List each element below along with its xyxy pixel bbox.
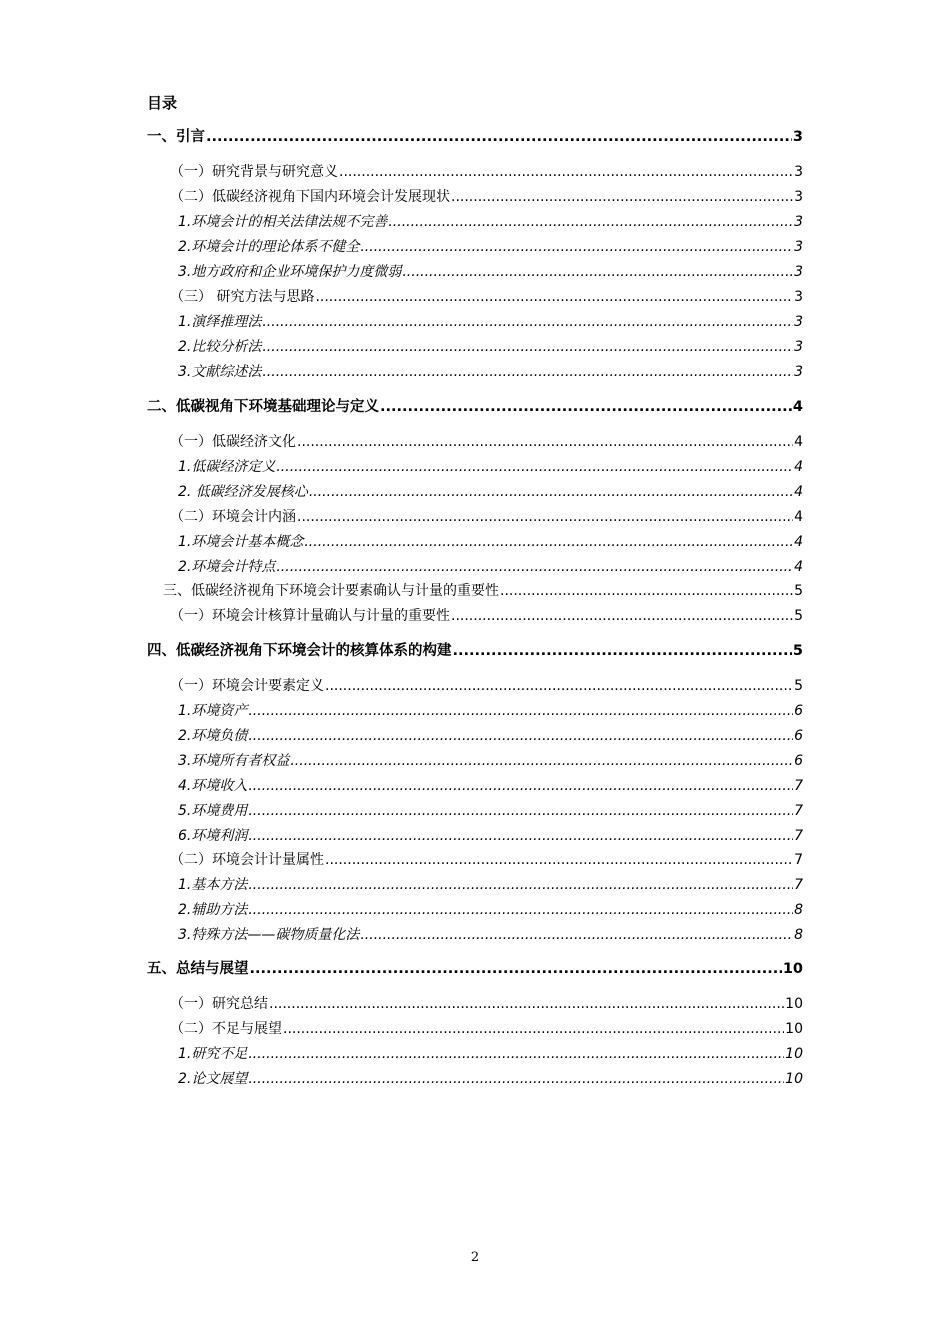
toc-entry-page: 3 bbox=[794, 314, 803, 330]
toc-entry-label: 三、低碳经济视角下环境会计要素确认与计量的重要性 bbox=[163, 583, 499, 599]
toc-entry[interactable] bbox=[147, 398, 803, 416]
toc-entry-label: （一）研究背景与研究意义 bbox=[170, 164, 338, 180]
toc-entry-page: 3 bbox=[794, 289, 803, 305]
toc-entry-page: 6 bbox=[794, 728, 803, 744]
toc-entry-label: 四、低碳经济视角下环境会计的核算体系的构建 bbox=[147, 643, 452, 659]
toc-leader-dots bbox=[451, 607, 793, 625]
page-number: 2 bbox=[470, 1250, 480, 1265]
toc-entry-page: 3 bbox=[794, 239, 803, 255]
toc-leader-dots bbox=[402, 263, 793, 281]
toc-entry[interactable] bbox=[163, 582, 803, 600]
toc-entry-page: 3 bbox=[794, 189, 803, 205]
toc-leader-dots bbox=[380, 398, 792, 416]
toc-entry-page: 6 bbox=[794, 703, 803, 719]
toc-entry[interactable] bbox=[170, 851, 803, 869]
toc-leader-dots bbox=[297, 433, 793, 451]
toc-entry[interactable] bbox=[178, 926, 803, 944]
toc-entry-label: （二）低碳经济视角下国内环境会计发展现状 bbox=[170, 189, 450, 205]
toc-leader-dots bbox=[309, 483, 793, 501]
toc-entry-page: 4 bbox=[792, 399, 803, 415]
toc-entry[interactable] bbox=[178, 702, 803, 720]
toc-leader-dots bbox=[339, 163, 793, 181]
toc-entry[interactable] bbox=[178, 558, 803, 576]
toc-entry-label: （二）环境会计内涵 bbox=[170, 509, 296, 525]
toc-leader-dots bbox=[500, 582, 793, 600]
toc-leader-dots bbox=[248, 827, 793, 845]
toc-entry-label: 1.基本方法 bbox=[178, 877, 248, 893]
toc-leader-dots bbox=[297, 508, 793, 526]
toc-leader-dots bbox=[248, 777, 793, 795]
toc-leader-dots bbox=[283, 1020, 784, 1038]
toc-leader-dots bbox=[388, 213, 793, 231]
toc-entry-page: 8 bbox=[794, 902, 803, 918]
toc-leader-dots bbox=[451, 188, 793, 206]
toc-entry-page: 10 bbox=[785, 1071, 803, 1087]
toc-entry[interactable] bbox=[178, 1045, 803, 1063]
toc-entry[interactable] bbox=[170, 163, 803, 181]
toc-leader-dots bbox=[262, 363, 793, 381]
toc-entry[interactable] bbox=[178, 213, 803, 231]
toc-leader-dots bbox=[248, 702, 793, 720]
toc-entry-label: 3.地方政府和企业环境保护力度微弱 bbox=[178, 264, 402, 280]
toc-entry[interactable] bbox=[170, 433, 803, 451]
toc-leader-dots bbox=[276, 458, 793, 476]
toc-entry[interactable] bbox=[147, 128, 803, 146]
toc-leader-dots bbox=[315, 288, 793, 306]
toc-entry-label: 4.环境收入 bbox=[178, 778, 248, 794]
toc-entry-page: 5 bbox=[794, 608, 803, 624]
toc-entry-label: （一）低碳经济文化 bbox=[170, 434, 296, 450]
toc-entry-label: （一）研究总结 bbox=[170, 996, 268, 1012]
toc-leader-dots bbox=[248, 1070, 784, 1088]
toc-entry-label: 2. 低碳经济发展核心 bbox=[178, 484, 308, 500]
toc-leader-dots bbox=[248, 1045, 784, 1063]
toc-entry-page: 3 bbox=[794, 264, 803, 280]
toc-entry[interactable] bbox=[178, 1070, 803, 1088]
toc-entry-page: 4 bbox=[794, 559, 803, 575]
toc-entry-label: 1.环境资产 bbox=[178, 703, 248, 719]
toc-entry-label: （一）环境会计核算计量确认与计量的重要性 bbox=[170, 608, 450, 624]
toc-entry-label: 3.环境所有者权益 bbox=[178, 753, 290, 769]
toc-entry-page: 4 bbox=[794, 484, 803, 500]
toc-entry[interactable] bbox=[178, 727, 803, 745]
toc-entry-label: 一、引言 bbox=[147, 129, 205, 145]
toc-entry[interactable] bbox=[178, 238, 803, 256]
toc-entry-page: 3 bbox=[794, 164, 803, 180]
toc-entry-label: 2.辅助方法 bbox=[178, 902, 248, 918]
toc-entry-label: 五、总结与展望 bbox=[147, 961, 249, 977]
toc-entry-label: （二）环境会计计量属性 bbox=[170, 852, 324, 868]
toc-entry-page: 7 bbox=[794, 803, 803, 819]
toc-entry-label: 1.研究不足 bbox=[178, 1046, 248, 1062]
toc-leader-dots bbox=[269, 995, 784, 1013]
toc-entry-label: （三） 研究方法与思路 bbox=[170, 289, 315, 305]
toc-leader-dots bbox=[325, 677, 793, 695]
toc-entry[interactable] bbox=[147, 960, 803, 978]
toc-entry[interactable] bbox=[147, 642, 803, 660]
toc-entry-page: 3 bbox=[794, 364, 803, 380]
toc-leader-dots bbox=[262, 313, 793, 331]
toc-entry-label: 2.环境会计的理论体系不健全 bbox=[178, 239, 360, 255]
toc-entry[interactable] bbox=[178, 777, 803, 795]
toc-entry-label: （二）不足与展望 bbox=[170, 1021, 282, 1037]
toc-entry-page: 6 bbox=[794, 753, 803, 769]
toc-entry-label: 2.比较分析法 bbox=[178, 339, 262, 355]
toc-leader-dots bbox=[248, 901, 793, 919]
toc-entry-page: 8 bbox=[794, 927, 803, 943]
toc-entry-label: 1.低碳经济定义 bbox=[178, 459, 276, 475]
toc-entry-page: 3 bbox=[794, 214, 803, 230]
toc-entry-label: 5.环境费用 bbox=[178, 803, 248, 819]
toc-entry-page: 4 bbox=[794, 509, 803, 525]
toc-leader-dots bbox=[248, 876, 793, 894]
toc-entry-label: 3.文献综述法 bbox=[178, 364, 262, 380]
toc-leader-dots bbox=[206, 128, 792, 146]
toc-leader-dots bbox=[325, 851, 793, 869]
toc-leader-dots bbox=[248, 802, 793, 820]
toc-entry-page: 4 bbox=[794, 534, 803, 550]
toc-entry[interactable] bbox=[170, 607, 803, 625]
toc-entry[interactable] bbox=[178, 458, 803, 476]
toc-entry[interactable] bbox=[178, 827, 803, 845]
toc-entry-page: 10 bbox=[785, 1021, 803, 1037]
toc-entry[interactable] bbox=[170, 288, 803, 306]
toc-entry[interactable] bbox=[178, 901, 803, 919]
toc-leader-dots bbox=[360, 238, 793, 256]
toc-entry-page: 4 bbox=[794, 459, 803, 475]
toc-title: 目录 bbox=[147, 94, 178, 112]
toc-entry[interactable] bbox=[170, 508, 803, 526]
toc-entry[interactable] bbox=[178, 338, 803, 356]
toc-entry[interactable] bbox=[170, 1020, 803, 1038]
toc-entry-page: 10 bbox=[785, 996, 803, 1012]
toc-entry[interactable] bbox=[170, 995, 803, 1013]
toc-entry-page: 5 bbox=[792, 643, 803, 659]
toc-entry[interactable] bbox=[178, 363, 803, 381]
toc-entry-page: 3 bbox=[794, 339, 803, 355]
toc-entry[interactable] bbox=[178, 483, 803, 501]
toc-entry-page: 10 bbox=[782, 961, 803, 977]
toc-entry[interactable] bbox=[170, 188, 803, 206]
toc-leader-dots bbox=[290, 752, 793, 770]
toc-entry[interactable] bbox=[178, 752, 803, 770]
toc-entry-page: 10 bbox=[785, 1046, 803, 1062]
toc-entry-label: 1.演绎推理法 bbox=[178, 314, 262, 330]
toc-entry[interactable] bbox=[178, 533, 803, 551]
toc-leader-dots bbox=[453, 642, 792, 660]
toc-entry[interactable] bbox=[178, 802, 803, 820]
toc-entry-page: 5 bbox=[794, 583, 803, 599]
toc-entry[interactable] bbox=[178, 876, 803, 894]
toc-entry-page: 5 bbox=[794, 678, 803, 694]
toc-entry-page: 3 bbox=[792, 129, 803, 145]
toc-leader-dots bbox=[360, 926, 793, 944]
toc-entry[interactable] bbox=[178, 313, 803, 331]
toc-entry-page: 7 bbox=[794, 778, 803, 794]
toc-entry-label: 3.特殊方法——碳物质量化法 bbox=[178, 927, 360, 943]
toc-entry-page: 7 bbox=[794, 828, 803, 844]
toc-entry-label: 2.论文展望 bbox=[178, 1071, 248, 1087]
toc-entry[interactable] bbox=[170, 677, 803, 695]
toc-entry-label: 2.环境负债 bbox=[178, 728, 248, 744]
toc-entry-label: 1.环境会计基本概念 bbox=[178, 534, 304, 550]
toc-leader-dots bbox=[304, 533, 793, 551]
toc-entry-page: 4 bbox=[794, 434, 803, 450]
toc-leader-dots bbox=[276, 558, 793, 576]
toc-entry-label: （一）环境会计要素定义 bbox=[170, 678, 324, 694]
toc-entry[interactable] bbox=[178, 263, 803, 281]
toc-entry-page: 7 bbox=[794, 877, 803, 893]
toc-entry-label: 二、低碳视角下环境基础理论与定义 bbox=[147, 399, 379, 415]
toc-leader-dots bbox=[250, 960, 782, 978]
toc-entry-label: 2.环境会计特点 bbox=[178, 559, 276, 575]
toc-leader-dots bbox=[248, 727, 793, 745]
toc-entry-page: 7 bbox=[794, 852, 803, 868]
toc-entry-label: 6.环境利润 bbox=[178, 828, 248, 844]
toc-leader-dots bbox=[262, 338, 793, 356]
toc-entry-label: 1.环境会计的相关法律法规不完善 bbox=[178, 214, 388, 230]
